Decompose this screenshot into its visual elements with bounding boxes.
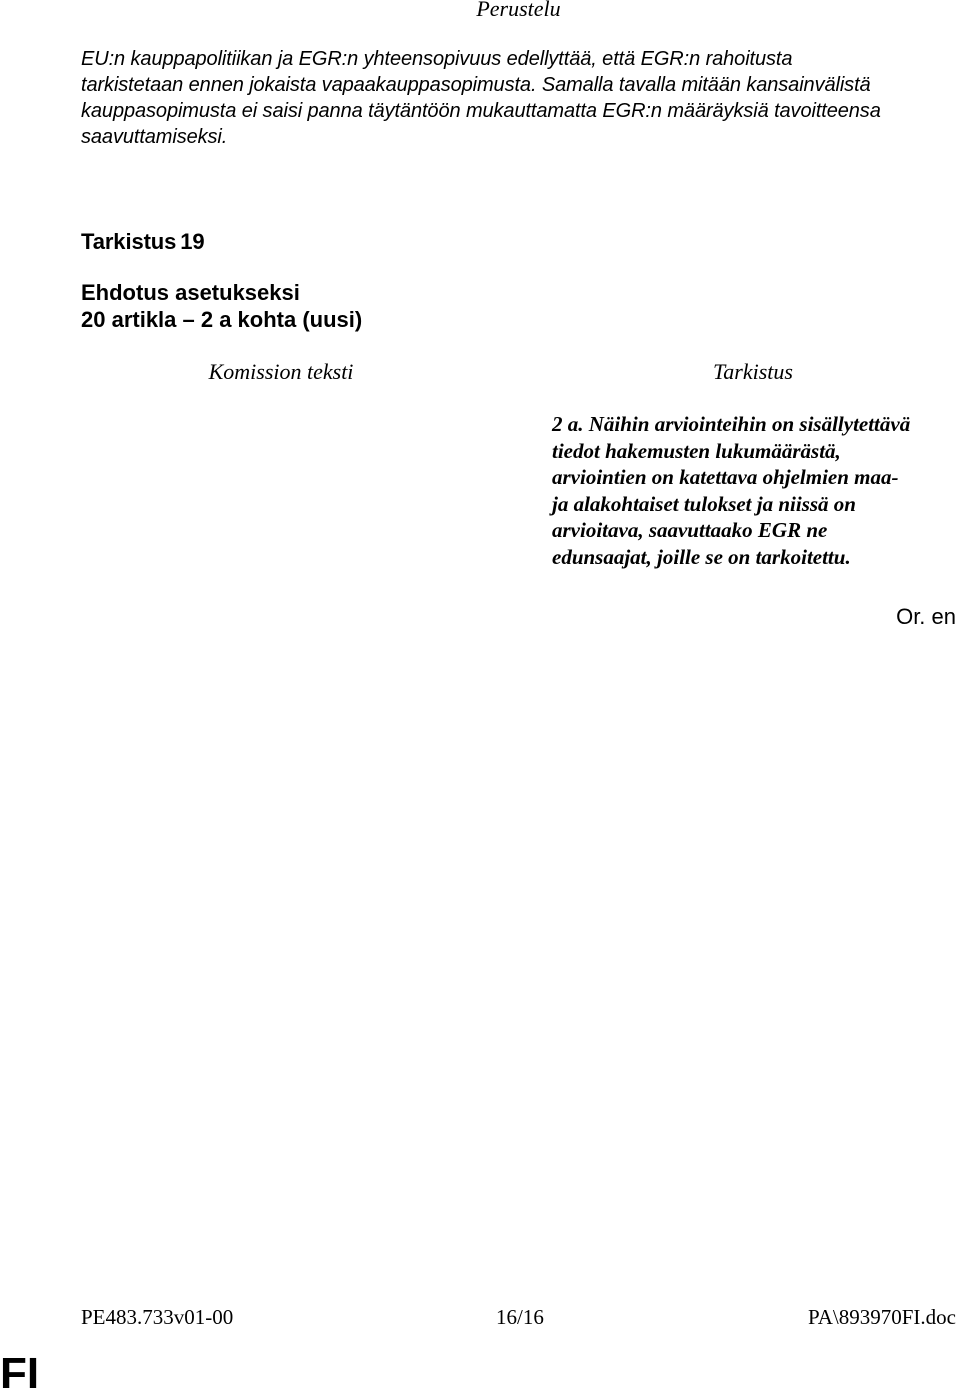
justification-line: saavuttamiseksi. [81,126,228,148]
amendment-heading [81,229,205,255]
footer-file-name: PA\893970FI.doc [808,1305,956,1329]
amendment-text [552,411,957,570]
footer-page-number: 16/16 [496,1305,544,1329]
article-reference: 20 artikla – 2 a kohta (uusi) [81,307,363,332]
proposal-type: Ehdotus asetukseksi [81,280,300,305]
amendment-text-line: tiedot hakemusten lukumäärästä, [552,438,841,463]
justification-line: EU:n kauppapolitiikan ja EGR:n yhteensopivuus edellyttää, että EGR:n rahoitusta [81,48,793,70]
footer-document-reference: PE483.733v01-00 [81,1305,234,1329]
justification-text [81,46,941,150]
amendment-text-line: edunsaajat, joille se on tarkoitettu. [552,544,851,569]
amendment-number: 19 [180,229,205,254]
amendment-text-line: ja alakohtaiset tulokset ja niissä on [552,491,856,516]
commission-text-header: Komission teksti [208,359,354,384]
amendment-text-line: arvioitava, saavuttaako EGR ne [552,518,828,542]
amendment-text-line: 2 a. Näihin arviointeihin on sisällytettävä [552,412,911,436]
amendment-column-header: Tarkistus [713,359,793,384]
amendment-text-line: arviointien on katettava ohjelmien maa- [552,465,899,489]
language-code: FI [0,1349,40,1398]
justification-line: tarkistetaan ennen jokaista vapaakauppasopimusta. Samalla tavalla mitään kansainvälistä [81,74,871,96]
justification-line: kauppasopimusta ei saisi panna täytäntöön mukauttamatta EGR:n määräyksiä tavoitteensa [81,100,881,122]
amendment-label: Tarkistus [81,229,177,254]
original-language: Or. en [896,604,956,629]
justification-heading: Perustelu [476,0,561,21]
